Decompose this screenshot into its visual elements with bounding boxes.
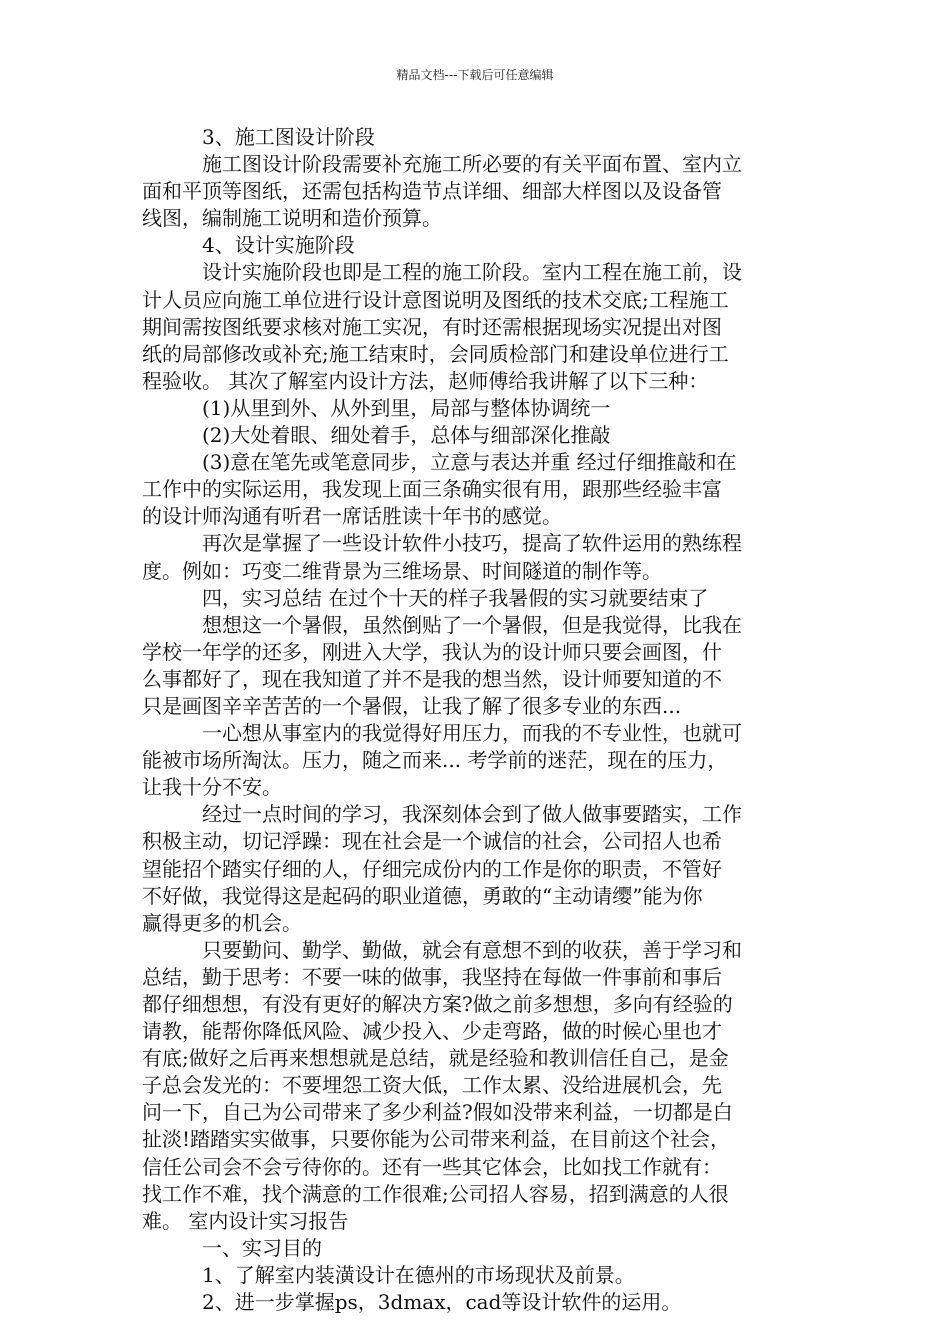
text-line: 难。 室内设计实习报告: [142, 1208, 349, 1233]
text-line: 么事都好了，现在我知道了并不是我的想当然，设计师要知道的不: [142, 666, 722, 691]
text-line: 4、设计实施阶段: [202, 233, 355, 258]
text-line: 设计实施阶段也即是工程的施工阶段。室内工程在施工前，设: [202, 260, 742, 285]
text-line: 只要勤问、勤学、勤做，就会有意想不到的收获，善于学习和: [202, 937, 742, 962]
text-line: 1、了解室内装潢设计在德州的市场现状及前景。: [202, 1262, 635, 1287]
text-line: 面和平顶等图纸，还需包括构造节点详细、细部大样图以及设备管: [142, 179, 722, 204]
text-line: 扯淡!踏踏实实做事，只要你能为公司带来利益，在目前这个社会，: [142, 1127, 731, 1152]
text-line: 经过一点时间的学习，我深刻体会到了做人做事要踏实，工作: [202, 802, 742, 827]
text-line: 想想这一个暑假，虽然倒贴了一个暑假，但是我觉得，比我在: [202, 612, 742, 637]
text-line: (1)从里到外、从外到里，局部与整体协调统一: [202, 395, 611, 420]
text-line: 计人员应向施工单位进行设计意图说明及图纸的技术交底;工程施工: [142, 287, 729, 312]
text-line: 工作中的实际运用，我发现上面三条确实很有用，跟那些经验丰富: [142, 477, 722, 502]
text-line: 望能招个踏实仔细的人，仔细完成份内的工作是你的职责，不管好: [142, 856, 722, 881]
text-line: 能被市场所淘汰。压力，随之而来... 考学前的迷茫，现在的压力，: [142, 748, 728, 773]
text-line: 总结，勤于思考：不要一味的做事，我坚持在每做一件事前和事后: [142, 964, 722, 989]
text-line: 信任公司会不会亏待你的。还有一些其它体会，比如找工作就有：: [142, 1154, 722, 1179]
text-line: 问一下，自己为公司带来了多少利益?假如没带来利益，一切都是白: [142, 1100, 733, 1125]
text-line: 的设计师沟通有听君一席话胜读十年书的感觉。: [142, 504, 562, 529]
text-line: 不好做，我觉得这是起码的职业道德，勇敢的“主动请缨”能为你: [142, 883, 703, 908]
text-line: 3、施工图设计阶段: [202, 125, 375, 149]
text-line: 纸的局部修改或补充;施工结束时，会同质检部门和建设单位进行工: [142, 341, 729, 366]
text-line: 一心想从事室内的我觉得好用压力，而我的不专业性，也就可: [202, 721, 742, 746]
document-body: [142, 124, 808, 1316]
text-line: 都仔细想想，有没有更好的解决方案?做之前多想想，多向有经验的: [142, 992, 733, 1016]
text-line: 施工图设计阶段需要补充施工所必要的有关平面布置、室内立: [202, 152, 742, 177]
text-line: 四，实习总结 在过个十天的样子我暑假的实习就要结束了: [202, 585, 709, 610]
text-line: 找工作不难，找个满意的工作很难;公司招人容易，招到满意的人很: [142, 1181, 729, 1206]
text-line: 让我十分不安。: [142, 775, 282, 800]
text-line: 学校一年学的还多，刚进入大学，我认为的设计师只要会画图，什: [142, 639, 722, 664]
text-line: 请教，能帮你降低风险、减少投入、少走弯路，做的时候心里也才: [142, 1019, 722, 1044]
text-line: 线图，编制施工说明和造价预算。: [142, 206, 442, 231]
text-line: 程验收。 其次了解室内设计方法，赵师傅给我讲解了以下三种：: [142, 368, 709, 393]
text-line: (2)大处着眼、细处着手，总体与细部深化推敲: [202, 423, 611, 448]
text-line: 积极主动，切记浮躁：现在社会是一个诚信的社会，公司招人也希: [142, 829, 722, 854]
text-line: 有底;做好之后再来想想就是总结，就是经验和教训信任自己，是金: [142, 1046, 729, 1071]
text-line: (3)意在笔先或笔意同步，立意与表达并重 经过仔细推敲和在: [202, 450, 737, 475]
text-line: 一、实习目的: [202, 1235, 322, 1260]
text-line: 只是画图辛辛苦苦的一个暑假，让我了解了很多专业的东西...: [142, 693, 682, 718]
text-line: 度。例如：巧变二维背景为三维场景、时间隧道的制作等。: [142, 558, 662, 583]
page-header: 精品文档---下载后可任意编辑: [396, 68, 554, 82]
text-line: 再次是掌握了一些设计软件小技巧，提高了软件运用的熟练程: [202, 531, 742, 556]
text-line: 2、进一步掌握ps，3dmax，cad等设计软件的运用。: [202, 1290, 682, 1315]
text-line: 子总会发光的：不要埋怨工资大低，工作太累、没给进展机会，先: [142, 1073, 722, 1098]
text-line: 赢得更多的机会。: [142, 910, 302, 935]
text-line: 期间需按图纸要求核对施工实况，有时还需根据现场实况提出对图: [142, 314, 722, 339]
